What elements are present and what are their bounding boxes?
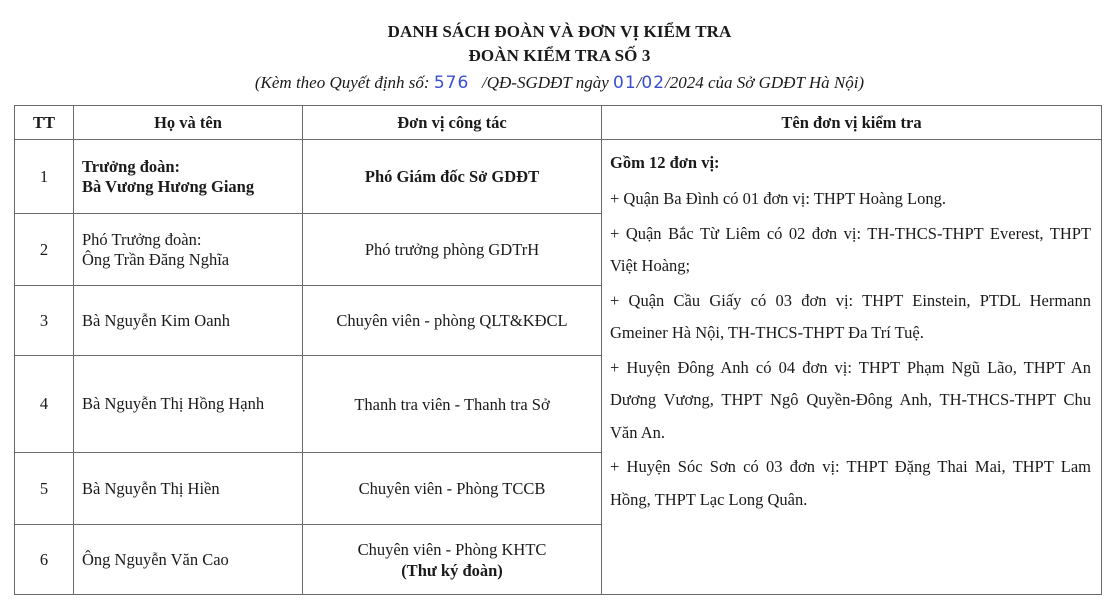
- member-name: Bà Nguyễn Thị Hồng Hạnh: [74, 356, 303, 453]
- member-name: Ông Trần Đăng Nghĩa: [82, 249, 230, 269]
- member-name: Bà Nguyễn Thị Hiền: [74, 453, 303, 525]
- target-item: + Quận Ba Đình có 01 đơn vị: THPT Hoàng Long.: [610, 189, 946, 208]
- target-summary: Gồm 12 đơn vị:: [610, 153, 720, 172]
- member-name: Bà Nguyễn Kim Oanh: [74, 286, 303, 356]
- target-item: + Quận Bắc Từ Liêm có 02 đơn vị: TH-THCS-THPT Everest, THPT Việt Hoàng;: [610, 223, 1091, 275]
- member-unit: Chuyên viên - Phòng KHTC: [357, 539, 547, 559]
- target-item: + Huyện Sóc Sơn có 03 đơn vị: THPT Đặng Thai Mai, THPT Lam Hồng, THPT Lạc Long Quân.: [610, 457, 1091, 509]
- member-name: Ông Nguyễn Văn Cao: [74, 525, 303, 595]
- col-header-unit: Đơn vị công tác: [303, 106, 602, 140]
- member-unit: Chuyên viên - phòng QLT&KĐCL: [303, 286, 602, 356]
- member-name: Bà Vương Hương Giang: [82, 176, 255, 196]
- decision-suffix: /2024 của Sở GDĐT Hà Nội): [665, 73, 865, 92]
- secretary-note: (Thư ký đoàn): [401, 560, 503, 580]
- target-item: + Huyện Đông Anh có 04 đơn vị: THPT Phạm Ngũ Lão, THPT An Dương Vương, THPT Ngô Quyền-Đông Anh, TH-THCS-THPT Chu Văn An.: [610, 357, 1091, 442]
- member-unit-cell: [303, 525, 602, 595]
- col-header-tt: TT: [15, 106, 74, 140]
- row-number: 4: [15, 356, 74, 453]
- decision-prefix: (Kèm theo Quyết định số:: [254, 73, 430, 92]
- table-row: [15, 140, 1102, 214]
- member-name-cell: [74, 214, 303, 286]
- inspection-team-table: [14, 105, 1102, 595]
- col-header-name: Họ và tên: [74, 106, 303, 140]
- member-role: Phó Trưởng đoàn:: [82, 229, 202, 249]
- document-subtitle-team: ĐOÀN KIỂM TRA SỐ 3: [468, 46, 651, 65]
- member-role: Trưởng đoàn:: [82, 156, 181, 176]
- document-title: DANH SÁCH ĐOÀN VÀ ĐƠN VỊ KIỂM TRA: [387, 22, 732, 41]
- target-item: + Quận Cầu Giấy có 03 đơn vị: THPT Einstein, PTDL Hermann Gmeiner Hà Nội, TH-THCS-THPT Đa Trí Tuệ.: [610, 290, 1091, 342]
- row-number: 1: [15, 140, 74, 214]
- target-units-cell: [602, 140, 1102, 595]
- decision-middle: /QĐ-SGDĐT ngày: [482, 73, 609, 92]
- row-number: 5: [15, 453, 74, 525]
- member-name-cell: [74, 140, 303, 214]
- row-number: 3: [15, 286, 74, 356]
- decision-day: 01: [613, 73, 637, 93]
- decision-reference: (Kèm theo Quyết định số: 576 /QĐ-SGDĐT ngày 01/02/2024 của Sở GDĐT Hà Nội): [254, 73, 865, 93]
- row-number: 6: [15, 525, 74, 595]
- decision-number: 576: [433, 73, 470, 93]
- table-header-row: [15, 106, 1102, 140]
- member-unit: Thanh tra viên - Thanh tra Sở: [303, 356, 602, 453]
- row-number: 2: [15, 214, 74, 286]
- decision-month: 02: [641, 73, 666, 93]
- col-header-target: Tên đơn vị kiểm tra: [602, 106, 1102, 140]
- member-unit: Phó trưởng phòng GDTrH: [303, 214, 602, 286]
- member-unit: Phó Giám đốc Sở GDĐT: [303, 140, 602, 214]
- member-unit: Chuyên viên - Phòng TCCB: [303, 453, 602, 525]
